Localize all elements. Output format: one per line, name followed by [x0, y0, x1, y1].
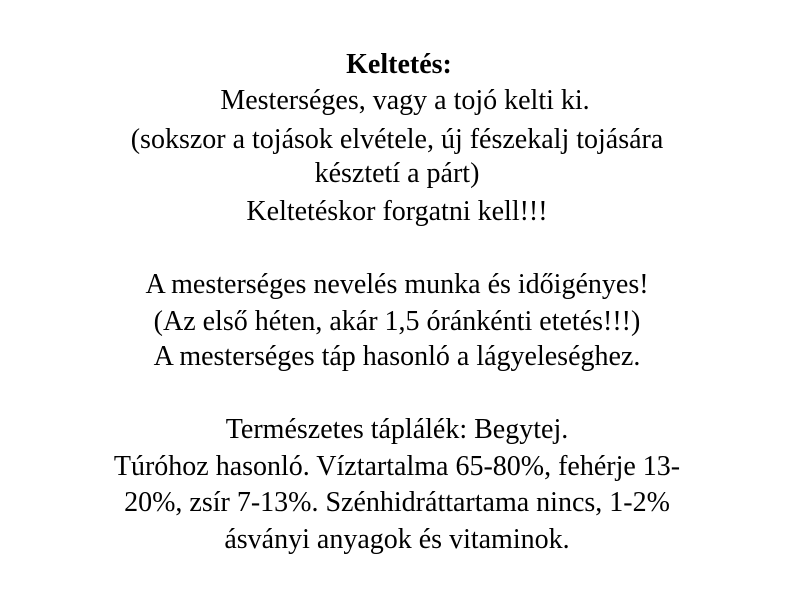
text-line: A mesterséges nevelés munka és időigényes! — [145, 269, 649, 300]
slide-title: Keltetés: — [346, 49, 452, 80]
text-line: Mesterséges, vagy a tojó kelti ki. — [220, 85, 590, 116]
text-line: késztetí a párt) — [314, 158, 480, 189]
text-line: Természetes táplálék: Begytej. — [225, 414, 569, 445]
text-line: Túróhoz hasonló. Víztartalma 65-80%, fehérje 13- — [113, 451, 681, 482]
text-line: Keltetéskor forgatni kell!!! — [246, 196, 548, 227]
text-line: 20%, zsír 7-13%. Szénhidráttartama nincs, 1-2% — [124, 487, 670, 518]
text-line: (sokszor a tojások elvétele, új fészekalj tojására — [130, 124, 664, 155]
text-line: ásványi anyagok és vitaminok. — [224, 524, 570, 555]
text-line: A mesterséges táp hasonló a lágyeleséghez. — [153, 341, 641, 372]
text-line: (Az első héten, akár 1,5 óránkénti etetés!!!) — [153, 306, 641, 337]
